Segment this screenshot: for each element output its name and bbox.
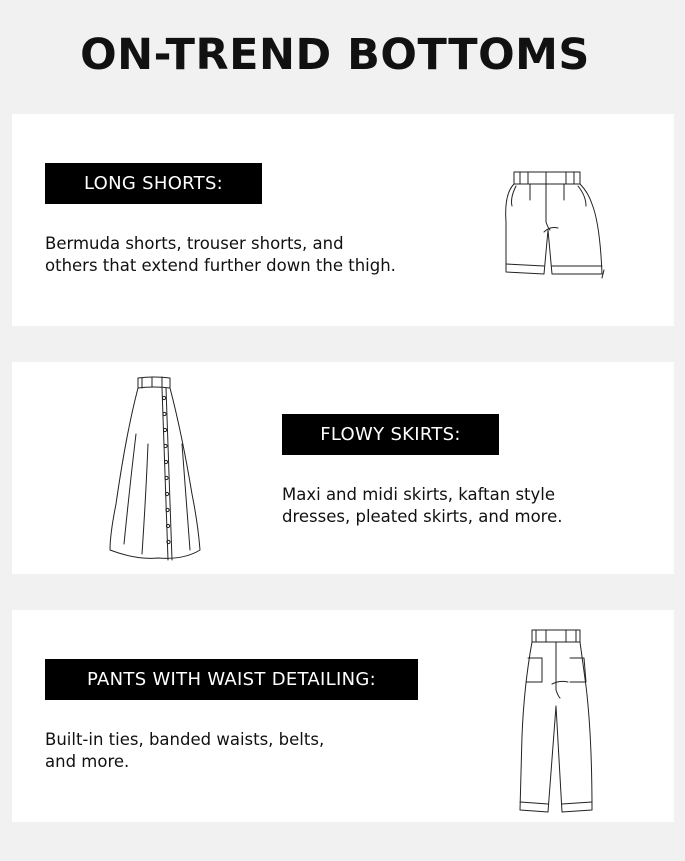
page-title: ON-TREND BOTTOMS: [80, 30, 590, 80]
section-description-pants-waist-detailing: [45, 729, 425, 773]
section-card-pants-waist-detailing: [12, 610, 674, 822]
section-label-long-shorts: LONG SHORTS:: [45, 163, 262, 204]
pants-illustration: [512, 626, 602, 816]
section-description-flowy-skirts: [282, 484, 662, 528]
section-label-pants-waist-detailing: PANTS WITH WAIST DETAILING:: [45, 659, 418, 700]
section-description-long-shorts: [45, 233, 475, 277]
section-card-long-shorts: [12, 114, 674, 326]
shorts-illustration: [488, 164, 614, 284]
description-line: Built-in ties, banded waists, belts,: [45, 730, 325, 749]
pants-drawing: [512, 626, 602, 816]
description-line: and more.: [45, 752, 130, 771]
shorts-drawing: [488, 164, 614, 284]
description-line: dresses, pleated skirts, and more.: [282, 507, 563, 526]
description-line: others that extend further down the thigh.: [45, 256, 396, 275]
skirt-drawing: [106, 374, 206, 562]
description-line: Bermuda shorts, trouser shorts, and: [45, 234, 344, 253]
description-line: Maxi and midi skirts, kaftan style: [282, 485, 556, 504]
section-card-flowy-skirts: [12, 362, 674, 574]
section-label-flowy-skirts: FLOWY SKIRTS:: [282, 414, 499, 455]
skirt-illustration: [106, 374, 206, 562]
